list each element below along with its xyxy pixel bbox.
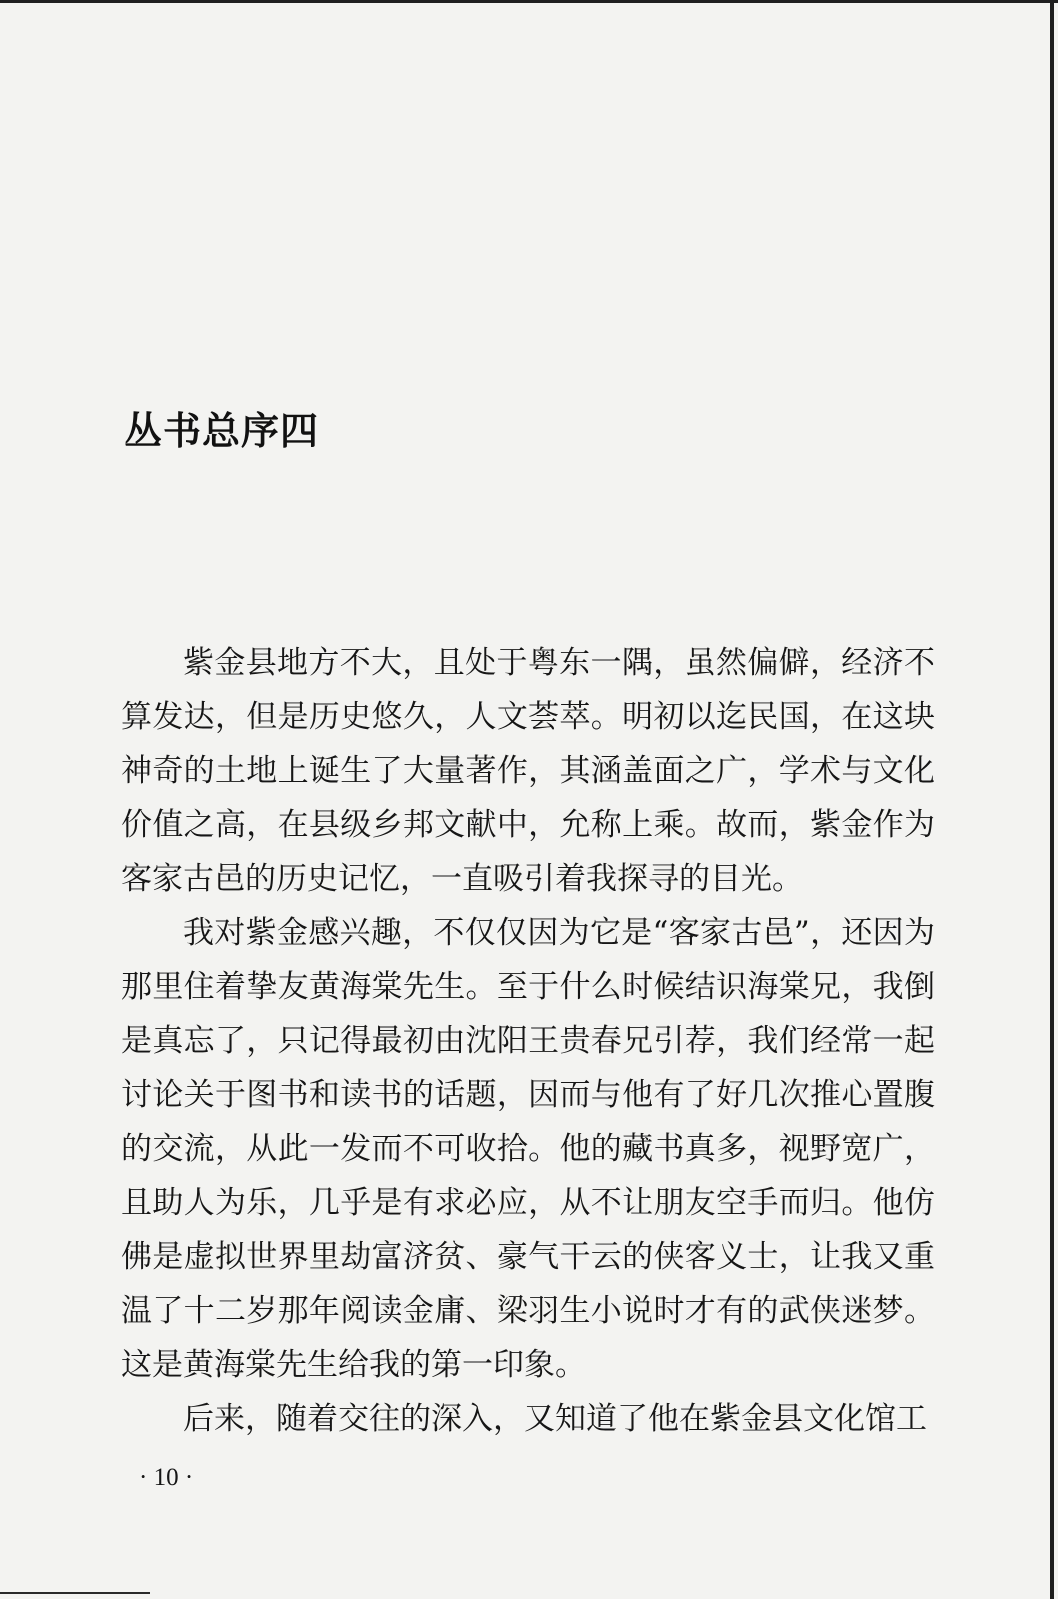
- page-title: 丛书总序四: [124, 409, 320, 454]
- paragraph-1: 紫金县地方不大，且处于粤东一隅，虽然偏僻，经济不算发达，但是历史悠久，人文荟萃。明初以迄民国，在这块神奇的土地上诞生了大量著作，其涵盖面之广，学术与文化价值之高，在县级乡邦文献中，允称上乘。故而，紫金作为客家古邑的历史记忆，一直吸引着我探寻的目光。: [121, 645, 935, 897]
- paragraph-3: 后来，随着交往的深入，又知道了他在紫金县文化馆工: [183, 1401, 927, 1437]
- top-scan-edge: [0, 0, 1058, 3]
- bottom-scan-edge: [0, 1592, 150, 1594]
- paragraph-2: 我对紫金感兴趣，不仅仅因为它是“客家古邑”，还因为那里住着挚友黄海棠先生。至于什么时候结识海棠兄，我倒是真忘了，只记得最初由沈阳王贵春兄引荐，我们经常一起讨论关于图书和读书的话题，因而与他有了好几次推心置腹的交流，从此一发而不可收拾。他的藏书真多，视野宽广，且助人为乐，几乎是有求必应，从不让朋友空手而归。他仿佛是虚拟世界里劫富济贫、豪气干云的侠客义士，让我又重温了十二岁那年阅读金庸、梁羽生小说时才有的武侠迷梦。这是黄海棠先生给我的第一印象。: [121, 915, 935, 1383]
- right-scan-edge: [1050, 0, 1054, 1599]
- body-text: [121, 636, 935, 1446]
- page-number: · 10 ·: [139, 1464, 194, 1491]
